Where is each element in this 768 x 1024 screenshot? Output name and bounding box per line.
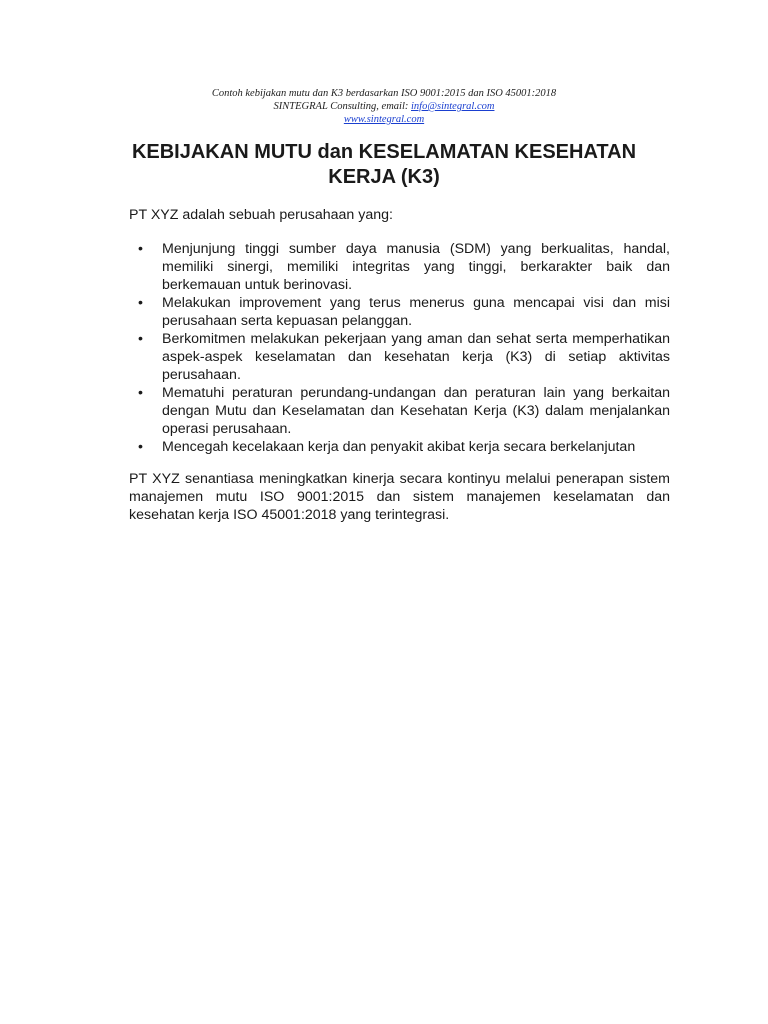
header-line-1: Contoh kebijakan mutu dan K3 berdasarkan ISO 9001:2015 dan ISO 45001:2018 — [211, 88, 557, 99]
policy-text: Berkomitmen melakukan pekerjaan yang aman dan sehat serta memperhatikan aspek-aspek keselamatan dan kesehatan kerja (K3) di setiap aktivitas perusahaan. — [162, 331, 670, 383]
header-line-2-prefix: SINTEGRAL Consulting, email: — [273, 101, 412, 112]
policy-text: Menjunjung tinggi sumber daya manusia (SDM) yang berkualitas, handal, memiliki sinergi, memiliki integritas yang tinggi, berkarakter baik dan berkemauan untuk berinovasi. — [162, 241, 670, 293]
document-body — [129, 206, 670, 524]
policy-text: Melakukan improvement yang terus menerus guna mencapai visi dan misi perusahaan serta kepuasan pelanggan. — [162, 295, 670, 329]
list-item — [129, 438, 670, 456]
policy-list — [129, 240, 670, 456]
list-item — [129, 384, 670, 438]
policy-text: Mencegah kecelakaan kerja dan penyakit akibat kerja secara berkelanjutan — [162, 439, 636, 455]
website-link[interactable]: www.sintegral.com — [343, 114, 425, 125]
list-item — [129, 240, 670, 294]
title-line-2: KERJA (K3) — [328, 166, 440, 188]
list-item — [129, 294, 670, 330]
bullet-icon: • — [138, 385, 143, 401]
document-title — [100, 140, 668, 190]
bullet-icon: • — [138, 331, 143, 347]
email-link[interactable]: info@sintegral.com — [411, 101, 495, 112]
header-note — [0, 87, 768, 126]
bullet-icon: • — [138, 439, 143, 455]
header-line-3 — [0, 113, 768, 126]
list-item — [129, 330, 670, 384]
bullet-icon: • — [138, 241, 143, 257]
closing-paragraph: PT XYZ senantiasa meningkatkan kinerja secara kontinyu melalui penerapan sistem manajemen mutu ISO 9001:2015 dan sistem manajemen keselamatan dan kesehatan kerja ISO 45001:2018 yang terintegrasi. — [129, 471, 670, 523]
title-line-1: KEBIJAKAN MUTU dan KESELAMATAN KESEHATAN — [131, 141, 637, 163]
bullet-icon: • — [138, 295, 143, 311]
policy-text: Mematuhi peraturan perundang-undangan dan peraturan lain yang berkaitan dengan Mutu dan Keselamatan dan Kesehatan Kerja (K3) dalam menjalankan operasi perusahaan. — [162, 385, 670, 437]
intro-paragraph: PT XYZ adalah sebuah perusahaan yang: — [129, 207, 393, 223]
header-line-2 — [0, 100, 768, 113]
